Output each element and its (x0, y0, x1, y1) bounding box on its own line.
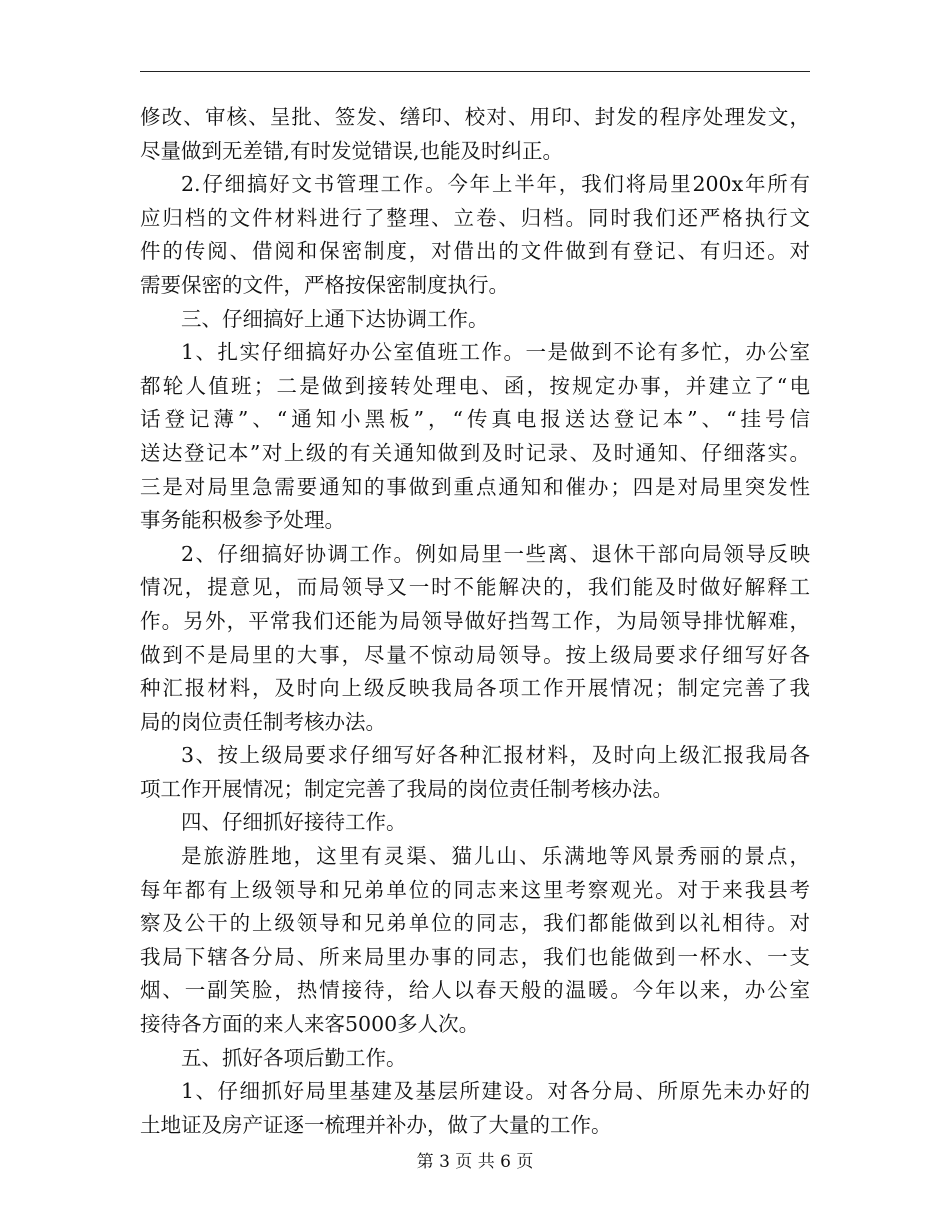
paragraph-4-line-2: 作。另外，平常我们还能为局领导做好挡驾工作，为局领导排忧解难， (140, 608, 810, 633)
paragraph-8-line-0: 五、抓好各项后勤工作。 (181, 1045, 407, 1070)
paragraph-6-line-0: 四、仔细抓好接待工作。 (181, 810, 407, 835)
paragraph-7-line-2: 察及公干的上级领导和兄弟单位的同志，我们都能做到以礼相待。对 (140, 911, 810, 936)
paragraph-7-line-5: 接待各方面的来人来客5000多人次。 (140, 1012, 480, 1037)
paragraph-7-line-0: 是旅游胜地，这里有灵渠、猫儿山、乐满地等风景秀丽的景点， (181, 844, 810, 869)
paragraph-3-line-1: 都轮人值班；二是做到接转处理电、函，按规定办事，并建立了“电 (140, 373, 810, 398)
paragraph-1-line-3: 需要保密的文件，严格按保密制度执行。 (140, 272, 509, 297)
page-number: 第 3 页 共 6 页 (416, 1152, 534, 1172)
paragraph-5-line-0: 3、按上级局要求仔细写好各种汇报材料，及时向上级汇报我局各 (181, 743, 810, 768)
paragraph-3-line-0: 1、扎实仔细搞好办公室值班工作。一是做到不论有多忙，办公室 (181, 340, 810, 365)
document-body (140, 101, 810, 1142)
paragraph-1-line-2: 件的传阅、借阅和保密制度，对借出的文件做到有登记、有归还。对 (140, 239, 810, 264)
paragraph-3-line-3: 送达登记本”对上级的有关通知做到及时记录、及时通知、仔细落实。 (140, 440, 810, 465)
paragraph-9-line-0: 1、仔细抓好局里基建及基层所建设。对各分局、所原先未办好的 (181, 1079, 810, 1104)
paragraph-3-line-2: 话登记薄”、“通知小黑板”，“传真电报送达登记本”、“挂号信 (140, 407, 810, 432)
paragraph-4-line-0: 2、仔细搞好协调工作。例如局里一些离、退休干部向局领导反映 (181, 541, 810, 566)
paragraph-1-line-0: 2.仔细搞好文书管理工作。今年上半年，我们将局里200x年所有 (181, 172, 810, 197)
paragraph-7-line-1: 每年都有上级领导和兄弟单位的同志来这里考察观光。对于来我县考 (140, 877, 810, 902)
paragraph-3-line-4: 三是对局里急需要通知的事做到重点通知和催办；四是对局里突发性 (140, 474, 810, 499)
paragraph-5-line-1: 项工作开展情况；制定完善了我局的岗位责任制考核办法。 (140, 776, 673, 801)
paragraph-4-line-1: 情况，提意见，而局领导又一时不能解决的，我们能及时做好解释工 (140, 575, 810, 600)
paragraph-9-line-1: 土地证及房产证逐一梳理并补办，做了大量的工作。 (140, 1112, 612, 1137)
paragraph-2-line-0: 三、仔细搞好上通下达协调工作。 (181, 306, 489, 331)
paragraph-4-line-3: 做到不是局里的大事，尽量不惊动局领导。按上级局要求仔细写好各 (140, 642, 810, 667)
paragraph-0-line-1: 尽量做到无差错,有时发觉错误,也能及时纠正。 (140, 138, 564, 163)
paragraph-7-line-3: 我局下辖各分局、所来局里办事的同志，我们也能做到一杯水、一支 (140, 944, 810, 969)
paragraph-7-line-4: 烟、一副笑脸，热情接待，给人以春天般的温暖。今年以来，办公室 (140, 978, 810, 1003)
paragraph-3-line-5: 事务能积极参予处理。 (140, 508, 345, 533)
header-rule (140, 71, 810, 72)
paragraph-1-line-1: 应归档的文件材料进行了整理、立卷、归档。同时我们还严格执行文 (140, 205, 810, 230)
paragraph-4-line-5: 局的岗位责任制考核办法。 (140, 709, 386, 734)
paragraph-4-line-4: 种汇报材料，及时向上级反映我局各项工作开展情况；制定完善了我 (140, 676, 810, 701)
paragraph-0-line-0: 修改、审核、呈批、签发、缮印、校对、用印、封发的程序处理发文， (140, 105, 810, 129)
